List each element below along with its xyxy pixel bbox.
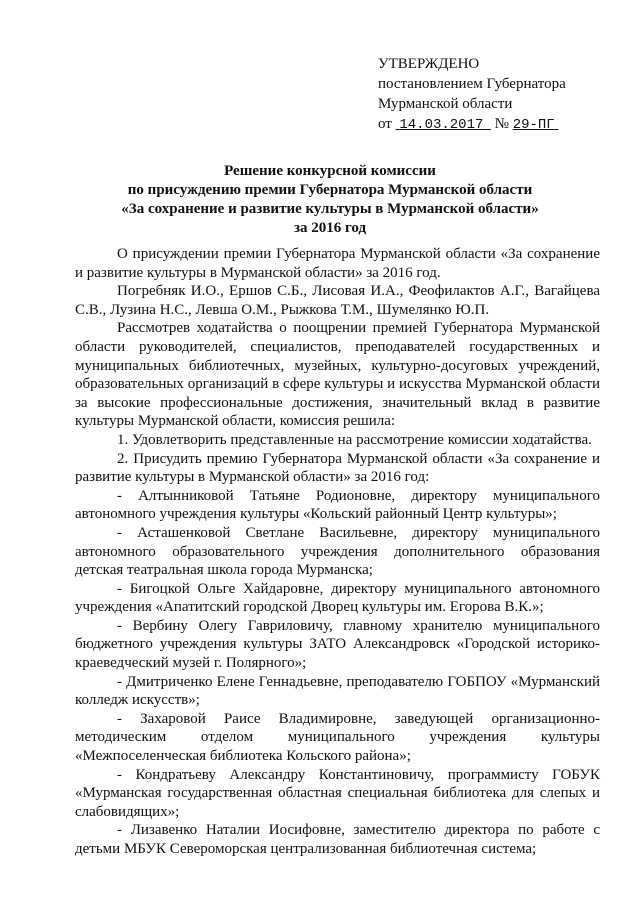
title-line-1: Решение конкурсной комиссии <box>224 163 436 179</box>
document-title <box>60 162 600 238</box>
title-line-4: за 2016 год <box>293 220 367 236</box>
approval-date-line <box>378 114 618 135</box>
decision-item-1: 1. Удовлетворить представленные на рассмотрение комиссии ходатайства. <box>117 431 592 448</box>
title-line-3: «За сохранение и развитие культуры в Мурманской области» <box>121 201 539 217</box>
approval-authority: постановлением Губернатора <box>378 76 566 92</box>
intro-paragraph: О присуждении премии Губернатора Мурманской области «За сохранение и развитие культуры в Мурманской области» за 2016 год. <box>75 246 600 281</box>
considering-paragraph: Рассмотрев ходатайства о поощрении премией Губернатора Мурманской области руководителей, специалистов, преподавателей государственных и муниципальных библиотечных, музейных, культурно-досуговых учреждений, образовательных организаций в сфере культуры и искусства Мурманской области за высокие профессиональные достижения, значительный вклад в развитие культуры Мурманской области, комиссия решила: <box>75 320 600 430</box>
date-prefix: от <box>378 116 392 132</box>
recipient-item: - Кондратьеву Александру Константиновичу, программисту ГОБУК «Мурманская государственная областная специальная библиотека для слепых и слабовидящих»; <box>75 766 600 820</box>
approval-region: Мурманской области <box>378 96 513 112</box>
recipient-item: - Бигоцкой Ольге Хайдаровне, директору муниципального автономного учреждения «Апатитский городской Дворец культуры им. Егорова В.К.»; <box>75 580 600 616</box>
approval-date: 14.03.2017 <box>399 117 484 133</box>
approval-stamp <box>378 54 618 135</box>
recipient-item: - Алтынниковой Татьяне Родионовне, директору муниципального автономного учреждения культуры «Кольский районный Центр культуры»; <box>75 487 600 523</box>
recipient-item: - Лизавенко Наталии Иосифовне, заместителю директора по работе с детьми МБУК Североморская централизованная библиотечная система; <box>75 822 600 857</box>
approval-heading: УТВЕРЖДЕНО <box>378 56 480 72</box>
document-body <box>75 245 600 859</box>
decision-item-2: 2. Присудить премию Губернатора Мурманской области «За сохранение и развитие культуры в Мурманской области» за 2016 год: <box>75 450 600 486</box>
recipient-item: - Захаровой Раисе Владимировне, заведующей организационно-методическим отделом муниципального учреждения культуры «Межпоселенческая библиотека Кольского района»; <box>75 710 600 765</box>
recipient-item: - Дмитриченко Елене Геннадьевне, преподавателю ГОБПОУ «Мурманский колледж искусств»; <box>75 673 600 709</box>
recipient-item: - Вербину Олегу Гавриловичу, главному хранителю муниципального бюджетного учреждения культуры ЗАТО Александровск «Городской историко-краеведческий музей г. Полярного»; <box>75 617 600 672</box>
title-line-2: по присуждению премии Губернатора Мурманской области <box>127 182 533 198</box>
number-prefix: № <box>494 116 509 132</box>
recipient-item: - Асташенковой Светлане Васильевне, директору муниципального автономного образовательного учреждения дополнительного образования детская театральная школа города Мурманска; <box>75 524 600 579</box>
approval-number: 29-ПГ <box>512 117 555 133</box>
members-paragraph: Погребняк И.О., Ершов С.Б., Лисовая И.А., Феофилактов А.Г., Вагайцева С.В., Лузина Н.С., Левша О.М., Рыжкова Т.М., Шумелянко Ю.П. <box>75 283 600 318</box>
